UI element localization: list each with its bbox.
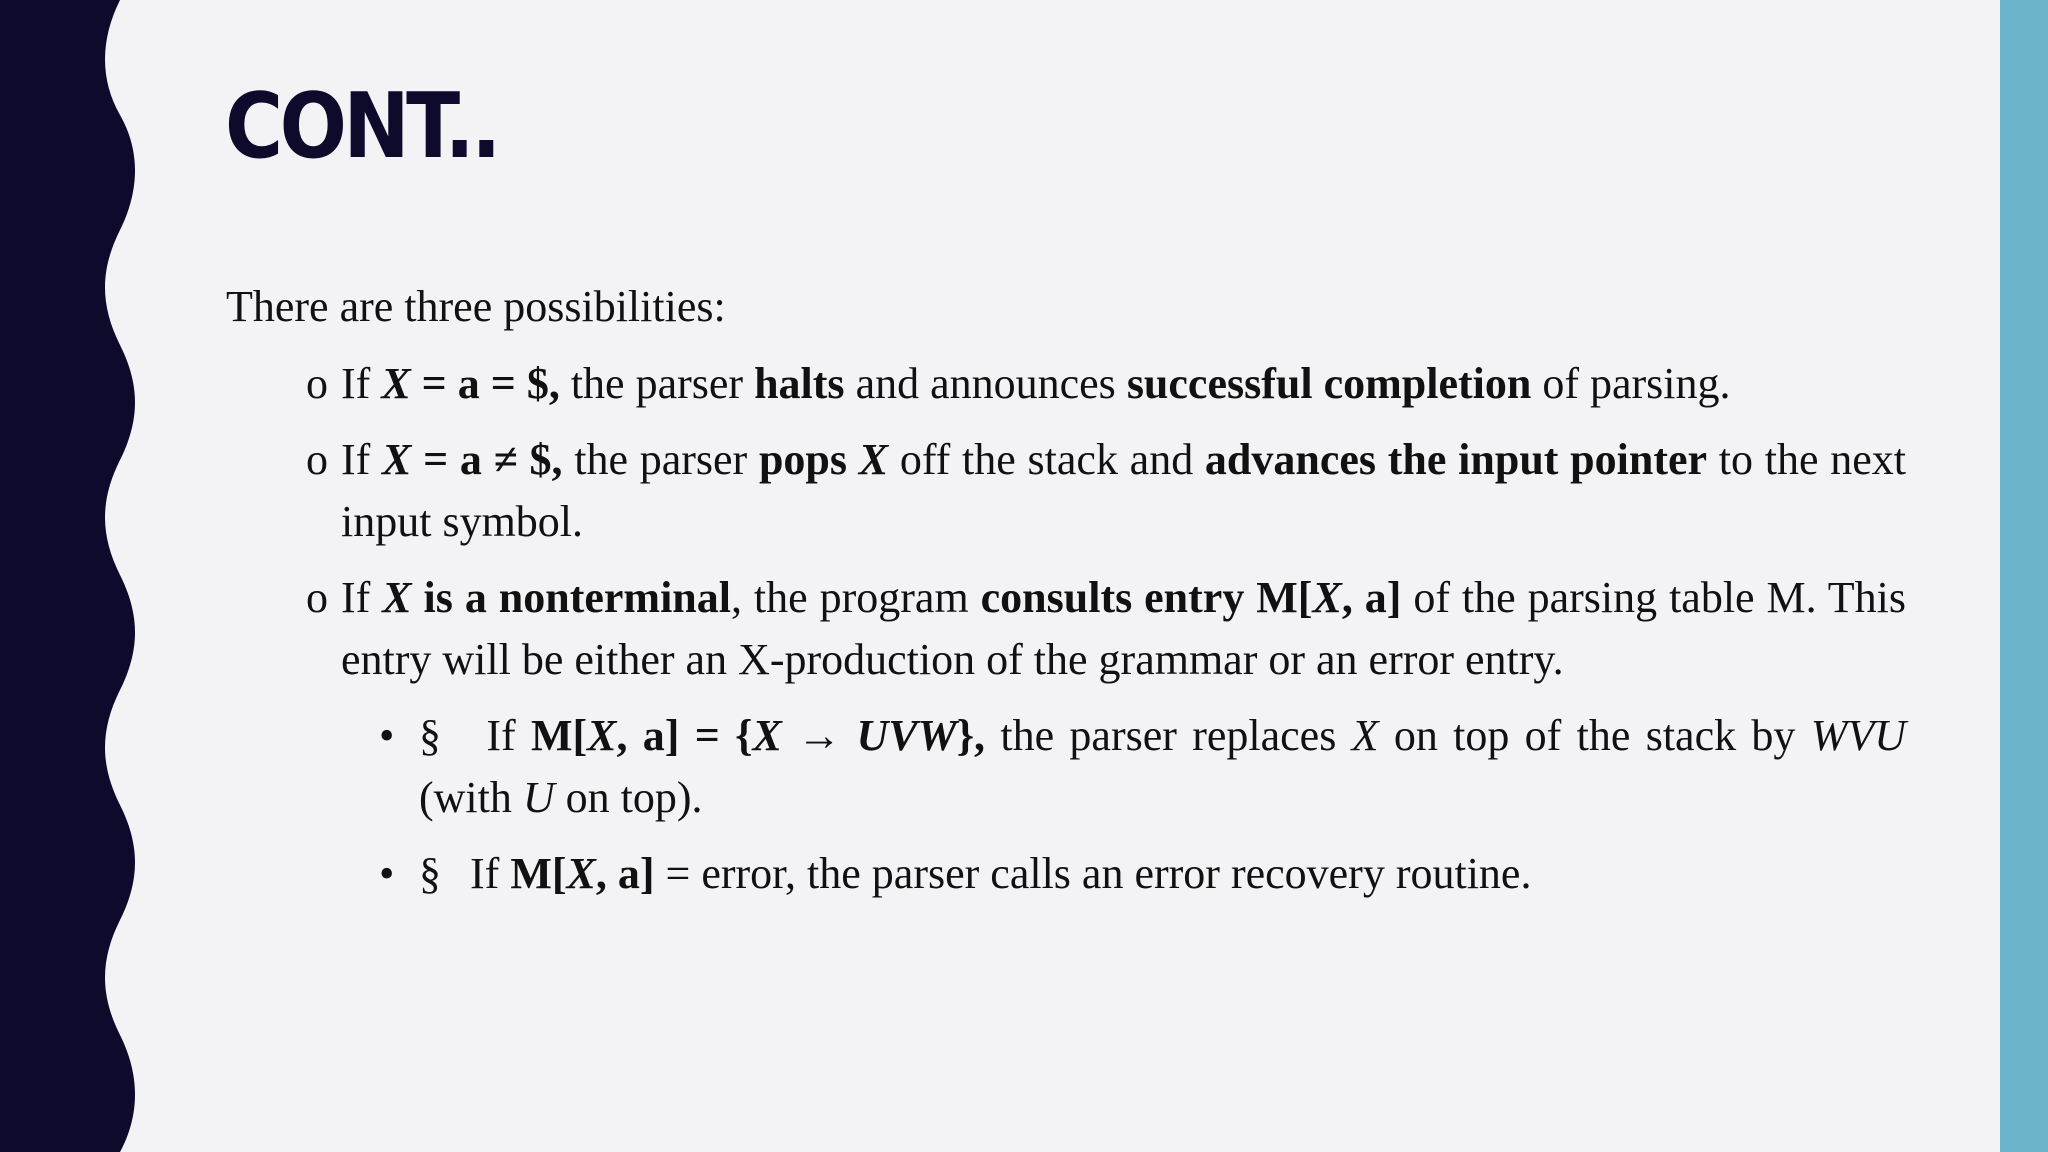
list-item-text: If X = a ≠ $, the parser pops X off the stack and advances the input pointer to the next input symbol. [341,435,1906,546]
bullet-icon: • [379,849,395,898]
hollow-bullet-icon: o [306,435,328,484]
section-sign-icon: § [419,849,441,898]
slide-body [226,278,1906,919]
list-item-text: If X is a nonterminal, the program consults entry M[X, a] of the parsing table M. This entry will be either an X-production of the grammar or an error entry. [341,573,1907,684]
hollow-bullet-icon: o [306,359,328,408]
list-item-text: If X = a = $, the parser halts and announces successful completion of parsing. [341,359,1731,408]
sub-list-item-text: If M[X, a] = {X → UVW}, the parser replaces X on top of the stack by WVU (with U on top). [419,711,1907,822]
right-accent-bar [2000,0,2048,1152]
slide-title: CONT.. [225,74,498,179]
list-item [306,429,1906,553]
intro-text: There are three possibilities: [226,282,726,331]
hollow-bullet-icon: o [306,573,328,622]
wavy-sidebar-decoration [0,0,160,1152]
list-item [306,353,1906,415]
bullet-icon: • [379,711,395,760]
sub-list-item [379,843,1906,905]
section-sign-icon: § [419,711,441,760]
list-item [306,567,1907,691]
sub-list-item [379,705,1907,829]
sub-list-item-text: If M[X, a] = error, the parser calls an error recovery routine. [470,849,1532,898]
